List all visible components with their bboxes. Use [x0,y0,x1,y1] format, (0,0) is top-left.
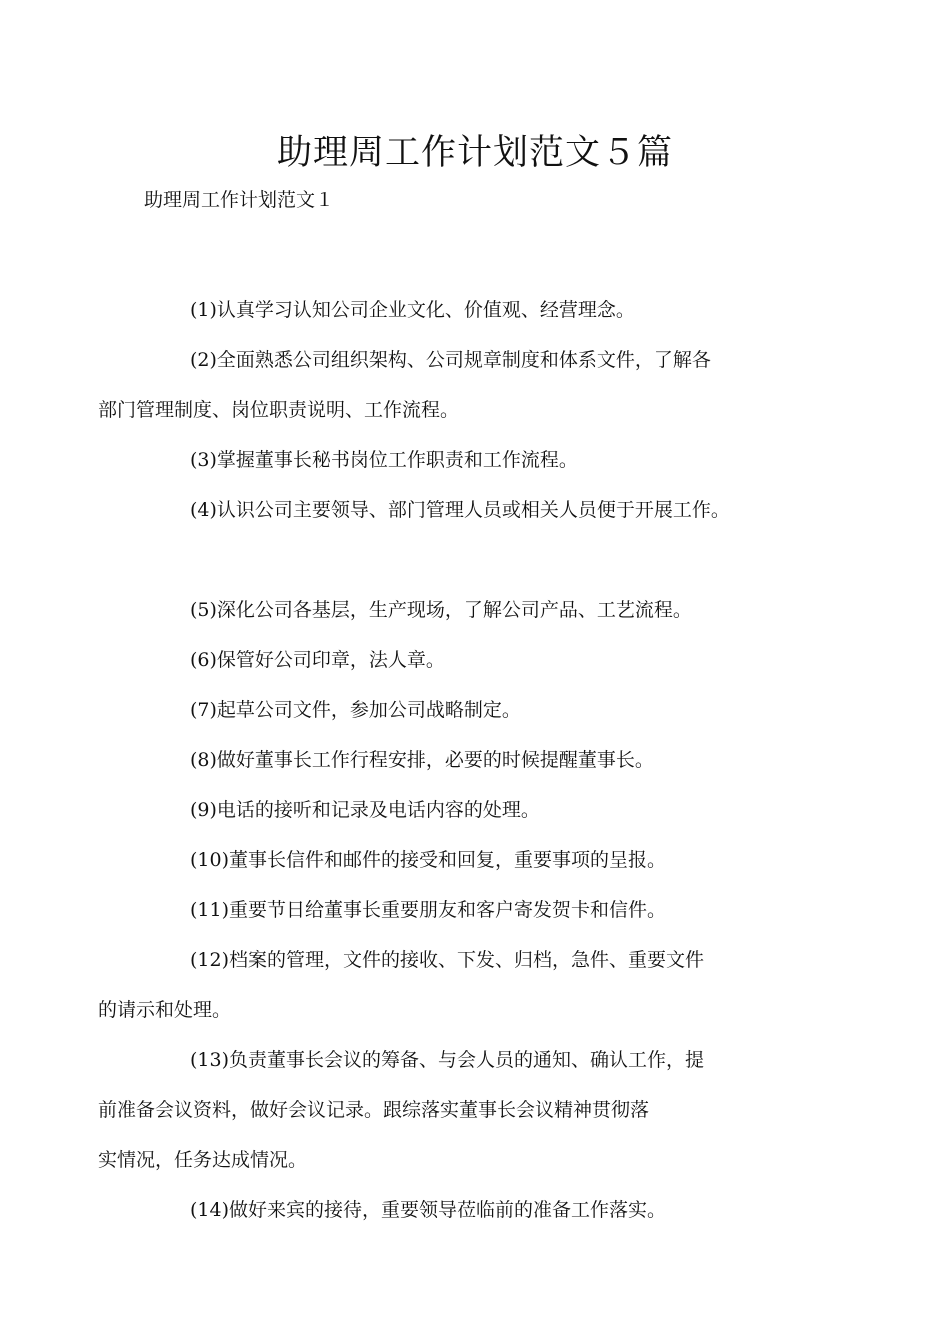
paragraph-line: (6)保管好公司印章，法人章。 [190,649,445,671]
document-subtitle: 助理周工作计划范文１ [144,189,335,211]
document-title: 助理周工作计划范文５篇 [276,133,673,173]
paragraph-spacer [144,535,814,585]
paragraph-9 [144,785,814,835]
paragraph-7 [144,685,814,735]
paragraph-4 [144,485,814,535]
paragraph-8 [144,735,814,785]
paragraph-12 [98,935,814,1035]
paragraph-2 [98,335,814,435]
paragraph-6 [144,635,814,685]
paragraph-line: 前准备会议资料，做好会议记录。跟综落实董事长会议精神贯彻落 [98,1099,650,1121]
paragraph-3 [144,435,814,485]
paragraph-1 [144,285,814,335]
paragraph-line: (13)负责董事长会议的筹备、与会人员的通知、确认工作，提 [190,1049,705,1071]
paragraph-line: (14)做好来宾的接待，重要领导莅临前的准备工作落实。 [190,1199,667,1221]
paragraph-line: (8)做好董事长工作行程安排，必要的时候提醒董事长。 [190,749,654,771]
paragraph-14 [144,1185,814,1235]
paragraph-line: (3)掌握董事长秘书岗位工作职责和工作流程。 [190,449,578,471]
paragraph-line: (10)董事长信件和邮件的接受和回复，重要事项的呈报。 [190,849,667,871]
paragraph-line: (2)全面熟悉公司组织架构、公司规章制度和体系文件，了解各 [190,349,711,371]
paragraph-line: (12)档案的管理，文件的接收、下发、归档，急件、重要文件 [190,949,705,971]
paragraph-line: (11)重要节日给董事长重要朋友和客户寄发贺卡和信件。 [190,899,667,921]
paragraph-line: (1)认真学习认知公司企业文化、价值观、经营理念。 [190,299,635,321]
paragraph-line: (7)起草公司文件，参加公司战略制定。 [190,699,521,721]
paragraph-5 [144,585,814,635]
paragraph-line: (4)认识公司主要领导、部门管理人员或相关人员便于开展工作。 [190,499,730,521]
paragraph-line: 实情况，任务达成情况。 [98,1149,308,1171]
paragraph-11 [144,885,814,935]
paragraph-10 [144,835,814,885]
paragraph-line: (5)深化公司各基层，生产现场，了解公司产品、工艺流程。 [190,599,692,621]
paragraph-line: 部门管理制度、岗位职责说明、工作流程。 [98,399,460,421]
paragraph-line: 的请示和处理。 [98,999,232,1021]
paragraph-13 [98,1035,814,1185]
document-body [98,285,814,1235]
paragraph-line: (9)电话的接听和记录及电话内容的处理。 [190,799,540,821]
